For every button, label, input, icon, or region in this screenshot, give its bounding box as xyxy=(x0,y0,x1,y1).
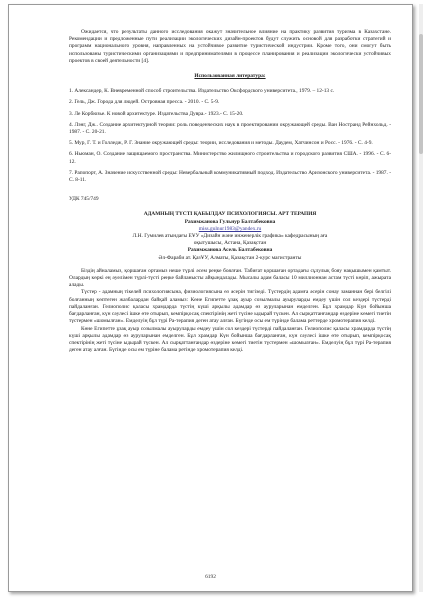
page-content xyxy=(69,29,391,354)
reference-item: 7. Рапопорт, А. Значение искусственной среды: Невербальный коммуникативный подход. Издательство Аризонского университета. - 1987. - С. 8-11. xyxy=(69,169,391,184)
vertical-scrollbar[interactable] xyxy=(419,4,423,592)
article-title: АДАМНЫҢ ТҮСТІ ҚАБЫЛДАУ ПСИХОЛОГИЯСЫ. АРТ ТЕРАПИЯ xyxy=(143,211,317,218)
reference-item: 6. Ньюман, О. Создание защищаемого пространства. Министерство жилищного строительства и городского развития США. - 1996. - С. 6-12. xyxy=(69,151,391,165)
reference-item: 3. Ле Корбюзье. К новой архитектуре. Издательства Дувра.- 1923.- С. 15-20. xyxy=(69,110,244,117)
body-paragraph-2: Түстер - адамның тікелей психологиясына, физиологиясына өз әсерін тигізеді. Түстердің адамға әсерін сонау заманнан бері белгілі болғанның көптеген жазбалардан байқай аламыз: Көне Египетте ұзақ ауыр созылмалы ауыруларды емдеу үшін сол кездері түстерді пайдаланған. Гелиополис қаласы храмдарда түстің күші арқылы адамдар өз ауруларынан емделген. Бұл храмдар Күн бойынша бағдарланған, күн сәулесі ішке өте отырып, кемпірқосақ спектірінің жеті түсіне ыдырай түскен. Ал сырқаттанғандар өздеріне көмегі тиетін түстермен «шомылған». Емделуің бұл түрі Ра-терапия деген атау алған. Бүгінде осы ем түрінде балама реттерде хромотерапия келді. xyxy=(69,289,391,325)
udk-code: УДК 745/749 xyxy=(69,196,99,203)
references-heading: Использованная литература: xyxy=(194,73,266,80)
reference-item: 5. Мур, Г. Т. и Голледж, Р. Г. Знание окружающей среды: теории, исследования и методы. Даудем, Хатчинсон и Росс. - 1976. - С. 4-9. xyxy=(69,140,373,147)
author1-email-link[interactable]: miss.gulnur1983@yandex.ru xyxy=(198,225,262,232)
author2-name: Рахимжанова Асель Балтабековна xyxy=(187,247,273,254)
intro-paragraph: Ожидается, что результаты данного исследования окажут значительное влияние на практику развития туризма в Казахстане. Рекомендации и предложенные пути реализации экологических дизайн-проектов будут служить основой для разработки стратегий и программ национального уровня, направленных на устойчивое развитие туристической индустрии. Кроме того, они смогут быть использованы туристическими организациями и предпринимателями в процессе планирования и реализации экологически устойчивых проектов в своей деятельности [4]. xyxy=(69,29,391,64)
document-page xyxy=(8,4,413,592)
body-paragraph-1: Біздің айналамыз, қоршаған ортамыз неше түрлі әсем реңке боялған. Табиғат қоршаған ортадағы сұлулық бояу нақышымен қамтыт. Олардың көркі ең әуелімен түрлі-түсті реңке байланысты айқындалады. Мысалы адам баласы 10 миллионнан астам түсті көріп, ажырата алады. xyxy=(69,267,391,289)
author1-name: Рахимжанова Гульнур Балтабековна xyxy=(184,218,276,225)
author1-affiliation-line1: Л.Н. Гумилев атындағы ЕҰУ «Дизайн және инженерлік графика» кафедрасының аға xyxy=(132,233,328,240)
page-number: 6192 xyxy=(205,574,216,580)
body-paragraph-3: Көне Египетте ұзақ ауыр созылмалы ауыруларды емдеу үшін сол кездері түстерді пайдаланған. Гелиополис қаласы храмдарда түстің күші арқылы адамдар өз ауруларынан емделген. Бұл храмдар Күн бойынша бағдарланған, күн сәулесі ішке өте отырып, кемпірқосақ спектірінің жеті түсіне ыдырай түскен. Ал сырқаттанғандар өздеріне көмегі тиетін түстермен «шомылған». Емделуің бұл түрі Ра-терапия деген атау алған. Бүгінде осы ем түріне балама ретінде хромотерапия келді. xyxy=(69,325,391,354)
reference-item: 1. Александер, К. Вневременной способ строительства. Издательство Оксфордского университета., 1979. – 12-13 с. xyxy=(69,88,335,95)
reference-item: 2. Гель, Дж. Города для людей. Островная пресса. - 2010. - С. 5-9. xyxy=(69,99,220,106)
reference-item: 4. Лэнг, Дж.. Создание архитектурной теории: роль поведенческих наук в проектировании окружающей среды. Ван Ностранд Рейнхольд. - 1987. - С. 20-21. xyxy=(69,121,391,136)
scrollbar-thumb[interactable] xyxy=(419,34,423,154)
references-list xyxy=(69,88,391,184)
author1-affiliation-line2: оқытушысы, Астана, Қазақстан xyxy=(193,240,267,247)
author2-affiliation: Әл-Фараби ат. ҚазҰУ, Алматы, Қазақстан 2-курс магистранты xyxy=(158,254,302,261)
